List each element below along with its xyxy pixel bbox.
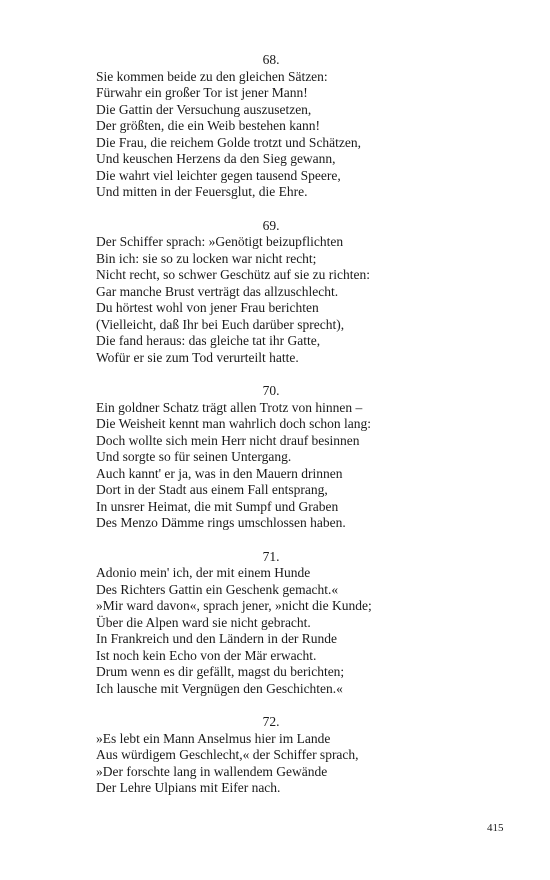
verse-line: Und sorgte so für seinen Untergang. bbox=[96, 449, 292, 464]
verse-line: Doch wollte sich mein Herr nicht drauf besinnen bbox=[96, 432, 360, 448]
verse-line: Des Richters Gattin ein Geschenk gemacht.« bbox=[96, 581, 339, 597]
verse-line: Sie kommen beide zu den gleichen Sätzen: bbox=[96, 68, 328, 84]
stanza-number: 68. bbox=[262, 52, 280, 67]
verse-line: Die Frau, die reichem Golde trotzt und Schätzen, bbox=[96, 134, 362, 150]
verse-line: Und mitten in der Feuersglut, die Ehre. bbox=[96, 184, 308, 199]
verse-line: »Es lebt ein Mann Anselmus hier im Lande bbox=[96, 730, 331, 746]
verse-line: Des Menzo Dämme rings umschlossen haben. bbox=[96, 515, 346, 530]
verse-line: Du hörtest wohl von jener Frau berichten bbox=[96, 300, 319, 315]
stanza-number: 71. bbox=[262, 548, 280, 564]
verse-line: Drum wenn es dir gefällt, magst du berichten; bbox=[96, 664, 345, 679]
stanza-number: 69. bbox=[262, 217, 280, 233]
verse-line: Und keuschen Herzens da den Sieg gewann, bbox=[96, 151, 336, 166]
verse-line: Ist noch kein Echo von der Mär erwacht. bbox=[96, 647, 317, 663]
verse-line: Dort in der Stadt aus einem Fall entsprang, bbox=[96, 482, 328, 497]
verse-line: Der größten, die ein Weib bestehen kann! bbox=[96, 118, 320, 133]
verse-line: In Frankreich und den Ländern in der Runde bbox=[96, 631, 338, 646]
verse-line: In unsrer Heimat, die mit Sumpf und Graben bbox=[96, 498, 339, 514]
verse-line: Auch kannt' er ja, was in den Mauern drinnen bbox=[96, 465, 343, 481]
verse-line: Ein goldner Schatz trägt allen Trotz von hinnen – bbox=[96, 399, 363, 415]
verse-line: Gar manche Brust verträgt das allzuschlecht. bbox=[96, 283, 339, 299]
verse-line: »Der forschte lang in wallendem Gewände bbox=[96, 763, 328, 779]
verse-line: »Mir ward davon«, sprach jener, »nicht die Kunde; bbox=[96, 598, 372, 613]
stanza bbox=[96, 383, 446, 532]
page-number: 415 bbox=[487, 822, 504, 834]
verse-line: Der Lehre Ulpians mit Eifer nach. bbox=[96, 780, 281, 795]
poem-text bbox=[96, 52, 446, 814]
verse-line: Aus würdigem Geschlecht,« der Schiffer sprach, bbox=[96, 747, 359, 762]
verse-line: Nicht recht, so schwer Geschütz auf sie zu richten: bbox=[96, 267, 371, 282]
verse-line: Wofür er sie zum Tod verurteilt hatte. bbox=[96, 349, 299, 365]
stanza-number: 72. bbox=[262, 714, 280, 729]
verse-line: Die fand heraus: das gleiche tat ihr Gatte, bbox=[96, 333, 321, 348]
verse-line: Über die Alpen ward sie nicht gebracht. bbox=[96, 614, 311, 630]
verse-line: Die Gattin der Versuchung auszusetzen, bbox=[96, 101, 312, 117]
verse-line: Der Schiffer sprach: »Genötigt beizupflichten bbox=[96, 234, 344, 249]
stanza bbox=[96, 52, 446, 201]
stanza bbox=[96, 218, 446, 367]
stanza bbox=[96, 549, 446, 698]
verse-line: Ich lausche mit Vergnügen den Geschichten.« bbox=[96, 680, 343, 696]
verse-line: Die Weisheit kennt man wahrlich doch schon lang: bbox=[96, 416, 371, 431]
stanza bbox=[96, 714, 446, 797]
verse-line: Fürwahr ein großer Tor ist jener Mann! bbox=[96, 85, 308, 100]
stanza-number: 70. bbox=[262, 383, 280, 398]
verse-line: (Vielleicht, daß Ihr bei Euch darüber sprecht), bbox=[96, 316, 345, 332]
verse-line: Bin ich: sie so zu locken war nicht recht; bbox=[96, 250, 317, 266]
verse-line: Die wahrt viel leichter gegen tausend Speere, bbox=[96, 167, 341, 183]
verse-line: Adonio mein' ich, der mit einem Hunde bbox=[96, 565, 311, 580]
